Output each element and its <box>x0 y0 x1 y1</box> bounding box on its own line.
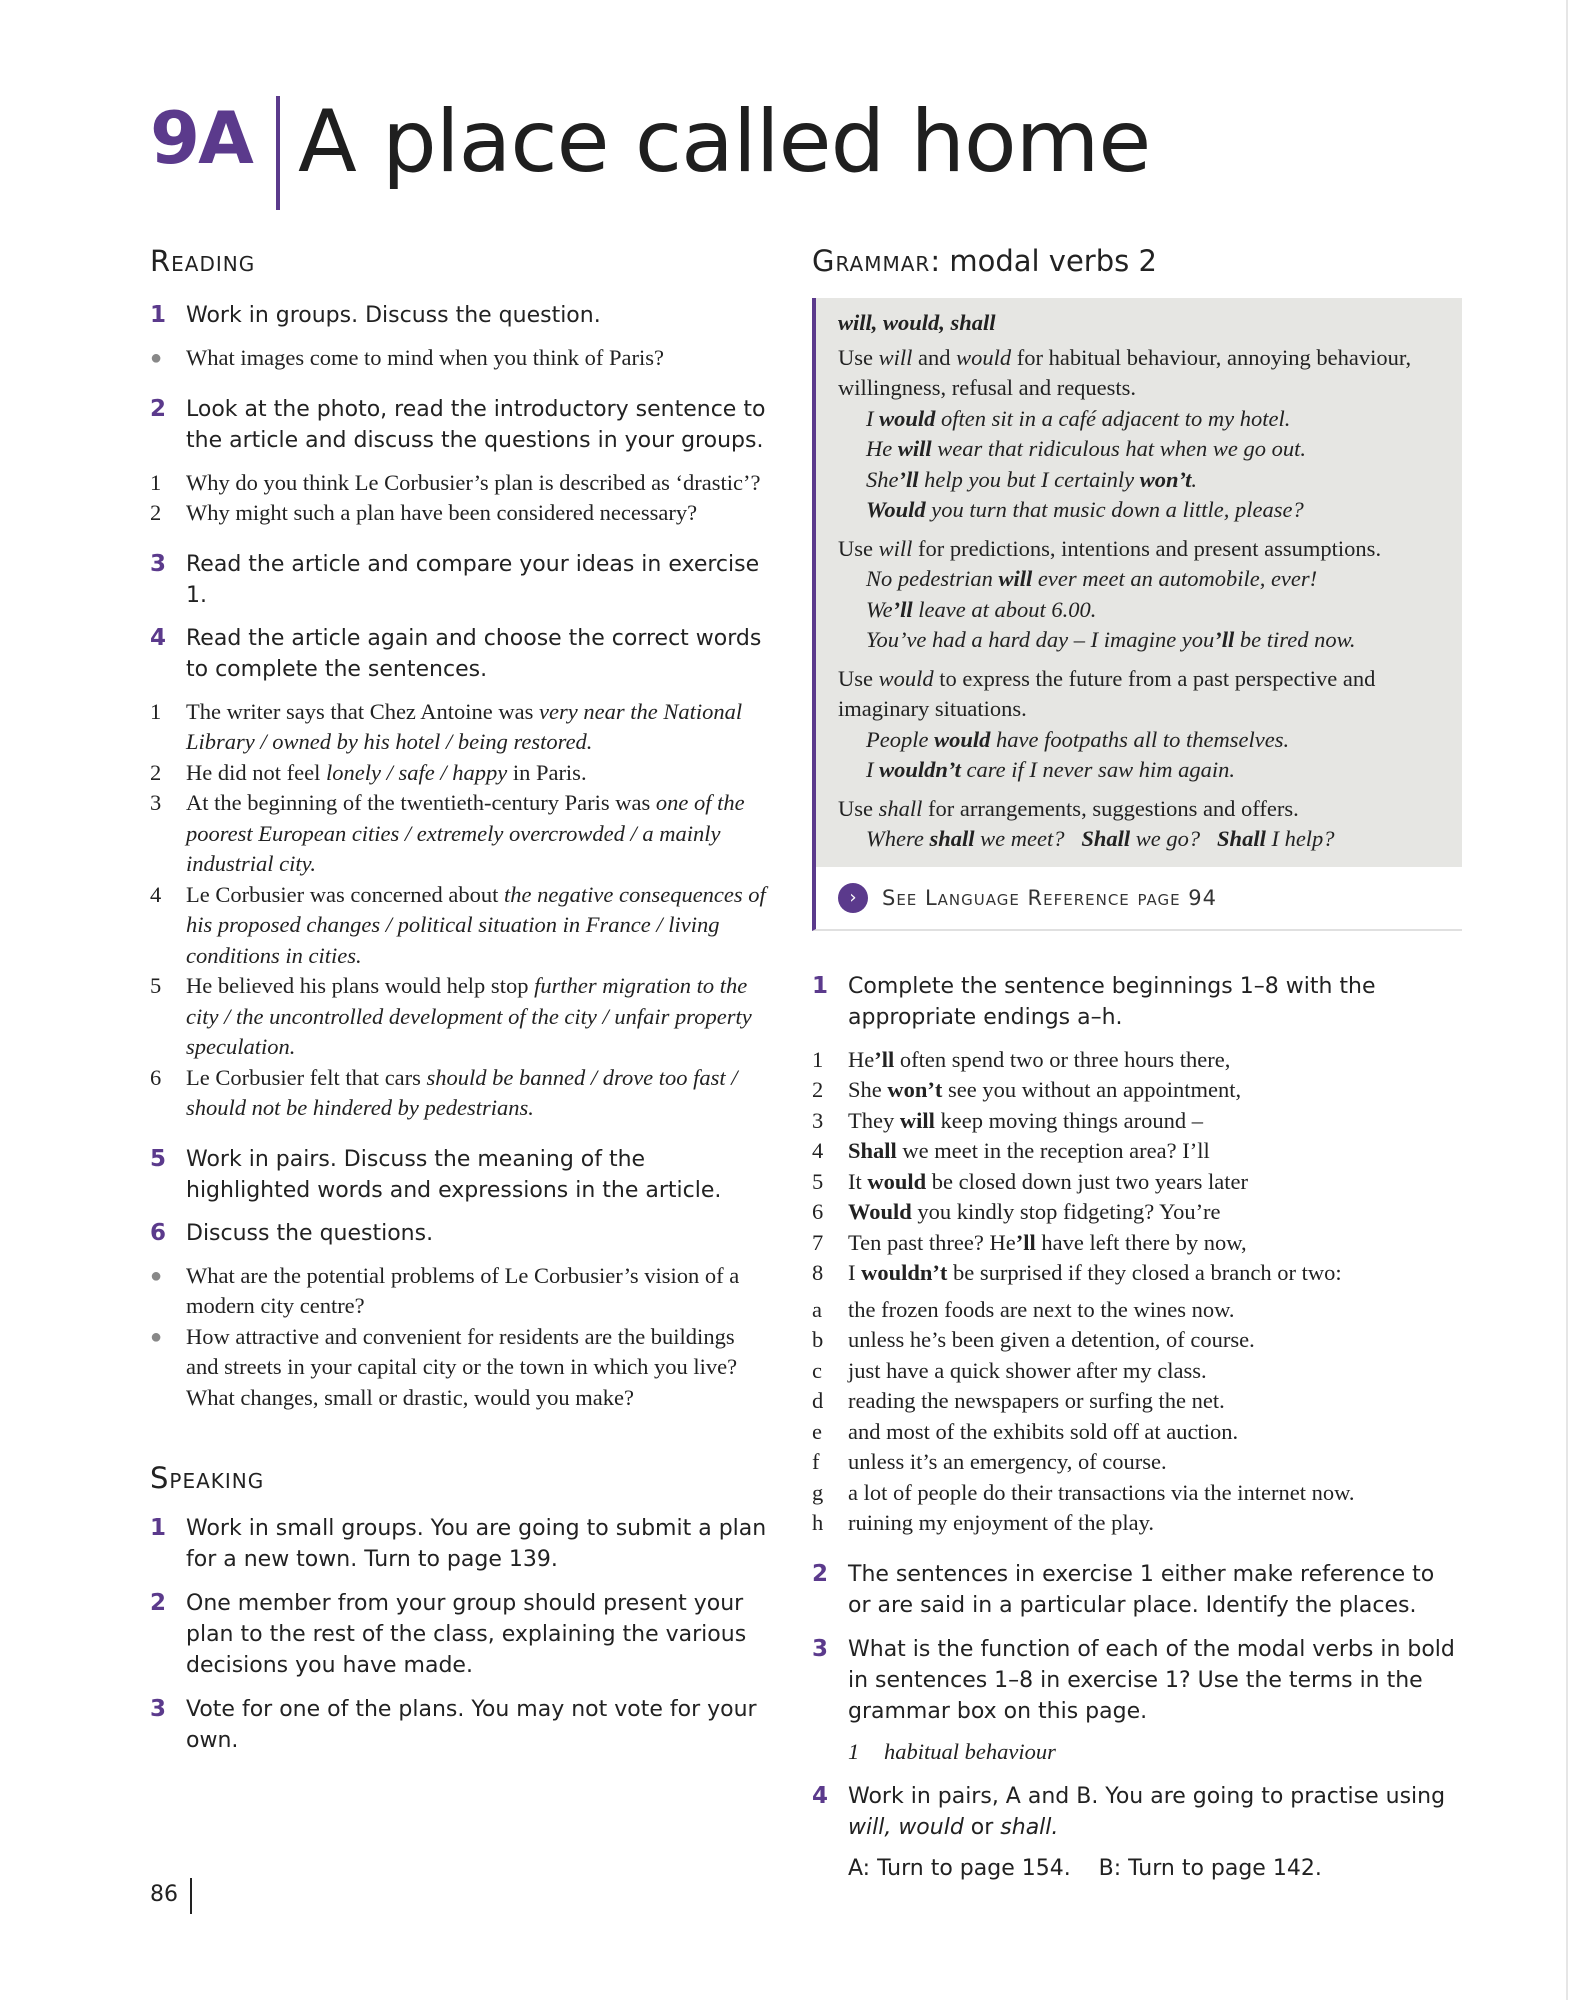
list-item: 1 He’ll often spend two or three hours there, <box>812 1046 1231 1072</box>
list-item: 6 Would you kindly stop fidgeting? You’re <box>812 1199 1221 1224</box>
unit-number: 9A <box>150 96 252 180</box>
grammar-box-subtitle: will, would, shall <box>838 310 996 335</box>
speaking-heading: Speaking <box>150 1461 265 1495</box>
speaking-ex1: 1 Work in small groups. You are going to submit a plan for a new town. Turn to page 139. <box>150 1515 767 1572</box>
list-item: 8 I wouldn’t be surprised if they closed a branch or two: <box>812 1260 1342 1285</box>
list-item: b unless he’s been given a detention, of course. <box>812 1327 1255 1352</box>
reading-ex2: 2 Look at the photo, read the introductory sentence to the article and discuss the questions in your groups. <box>150 395 766 453</box>
grammar-box: will, would, shall Use will and would for habitual behaviour, annoying behaviour, willingness, refusal and requests. I would often sit in a café adjacent to my hotel. He will wear that ridiculous hat when we go out. She’ll help you but I certainly won’t. Would you turn that music down a little, please? Use will for predictions, intentions and present assumptions. No pedestrian will ever meet an automobile, ever! We’ll leave at about 6.00. You’ve had a hard day – I imagine you’ll be tired now. Use would to express the future from a past perspective and imaginary situations. People would have footpaths all to themselves. I wouldn’t care if I never saw him again. Use shall for arrangements, suggestions and offers. Where shall we meet? Shall we go? Shall I help? <box>812 298 1462 867</box>
sentence-endings <box>812 1295 1462 1539</box>
sentence-beginnings <box>812 1045 1462 1289</box>
list-item: 7 Ten past three? He’ll have left there by now, <box>812 1229 1247 1255</box>
reading-ex4: 4 Read the article again and choose the correct words to complete the sentences. <box>150 624 762 682</box>
reading-ex3: 3 Read the article and compare your ideas in exercise 1. <box>150 550 760 608</box>
language-reference-link[interactable]: › See Language Reference page 94 <box>812 867 1462 931</box>
title-divider <box>276 96 280 210</box>
list-item: 3 At the beginning of the twentieth-century Paris was one of the poorest European cities / extremely overcrowded / a mainly industrial city. <box>150 790 745 876</box>
list-item: 1 Why do you think Le Corbusier’s plan is described as ‘drastic’? <box>150 469 761 495</box>
grammar-heading: Grammar: modal verbs 2 <box>812 244 1157 278</box>
bullet-icon: ● <box>150 1325 163 1348</box>
list-item: 4 Shall we meet in the reception area? I’ll <box>812 1138 1210 1163</box>
list-item: g a lot of people do their transactions via the internet now. <box>812 1479 1355 1505</box>
list-item: ● How attractive and convenient for residents are the buildings and streets in your capital city or the town in which you live? What changes, small or drastic, would you make? <box>150 1322 770 1414</box>
list-item: 1 habitual behaviour <box>848 1738 1056 1764</box>
list-item: 1 The writer says that Chez Antoine was very near the National Library / owned by his hotel / being restored. <box>150 698 743 754</box>
list-item: 3 They will keep moving things around – <box>812 1107 1203 1133</box>
list-item: 6 Le Corbusier felt that cars should be banned / drove too fast / should not be hindered by pedestrians. <box>150 1064 738 1120</box>
grammar-ex4: 4 Work in pairs, A and B. You are going to practise using will, would or shall. <box>812 1783 1446 1840</box>
bullet-icon: ● <box>150 347 163 369</box>
list-item: h ruining my enjoyment of the play. <box>812 1510 1154 1535</box>
bullet-icon: ● <box>150 1264 163 1287</box>
grammar-ex1: 1 Complete the sentence beginnings 1–8 with the appropriate endings a–h. <box>812 972 1376 1030</box>
list-item: 5 He believed his plans would help stop further migration to the city / the uncontrolled development of the city / unfair property speculation. <box>150 973 752 1059</box>
right-column <box>812 244 1462 1884</box>
grammar-ex4-turn: A: Turn to page 154. B: Turn to page 142. <box>848 1856 1322 1881</box>
list-item: 2 He did not feel lonely / safe / happy in Paris. <box>150 759 587 785</box>
list-item: d reading the newspapers or surfing the net. <box>812 1388 1225 1413</box>
list-item: e and most of the exhibits sold off at auction. <box>812 1418 1239 1444</box>
page-title: A place called home <box>298 92 1151 192</box>
page-number: 86 <box>150 1882 178 1907</box>
list-item: ● What images come to mind when you think of Paris? <box>150 343 770 374</box>
list-item: 2 She won’t see you without an appointment, <box>812 1077 1242 1102</box>
page-number-divider <box>190 1878 192 1914</box>
speaking-ex2: 2 One member from your group should present your plan to the rest of the class, explaining the various decisions you have made. <box>150 1590 747 1678</box>
grammar-ex3: 3 What is the function of each of the modal verbs in bold in sentences 1–8 in exercise 1? Use the terms in the grammar box on this page. <box>812 1635 1455 1724</box>
left-column <box>150 244 770 1756</box>
list-item: 5 It would be closed down just two years later <box>812 1168 1248 1194</box>
list-item: 4 Le Corbusier was concerned about the negative consequences of his proposed changes / political situation in France / living conditions in cities. <box>150 881 766 968</box>
reading-ex1: 1 Work in groups. Discuss the question. <box>150 302 601 328</box>
speaking-ex3: 3 Vote for one of the plans. You may not vote for your own. <box>150 1696 757 1753</box>
list-item: ● What are the potential problems of Le Corbusier’s vision of a modern city centre? <box>150 1261 770 1322</box>
chevron-right-icon: › <box>838 883 868 913</box>
list-item: f unless it’s an emergency, of course. <box>812 1449 1167 1474</box>
reading-heading: Reading <box>150 244 256 278</box>
grammar-ex2: 2 The sentences in exercise 1 either make reference to or are said in a particular place. Identify the places. <box>812 1560 1435 1618</box>
reading-ex6: 6 Discuss the questions. <box>150 1219 434 1246</box>
reading-ex5: 5 Work in pairs. Discuss the meaning of the highlighted words and expressions in the article. <box>150 1145 722 1203</box>
page-edge-line <box>1566 0 1568 2000</box>
list-item: 2 Why might such a plan have been considered necessary? <box>150 500 698 525</box>
list-item: a the frozen foods are next to the wines now. <box>812 1296 1235 1322</box>
list-item: c just have a quick shower after my class. <box>812 1357 1207 1383</box>
